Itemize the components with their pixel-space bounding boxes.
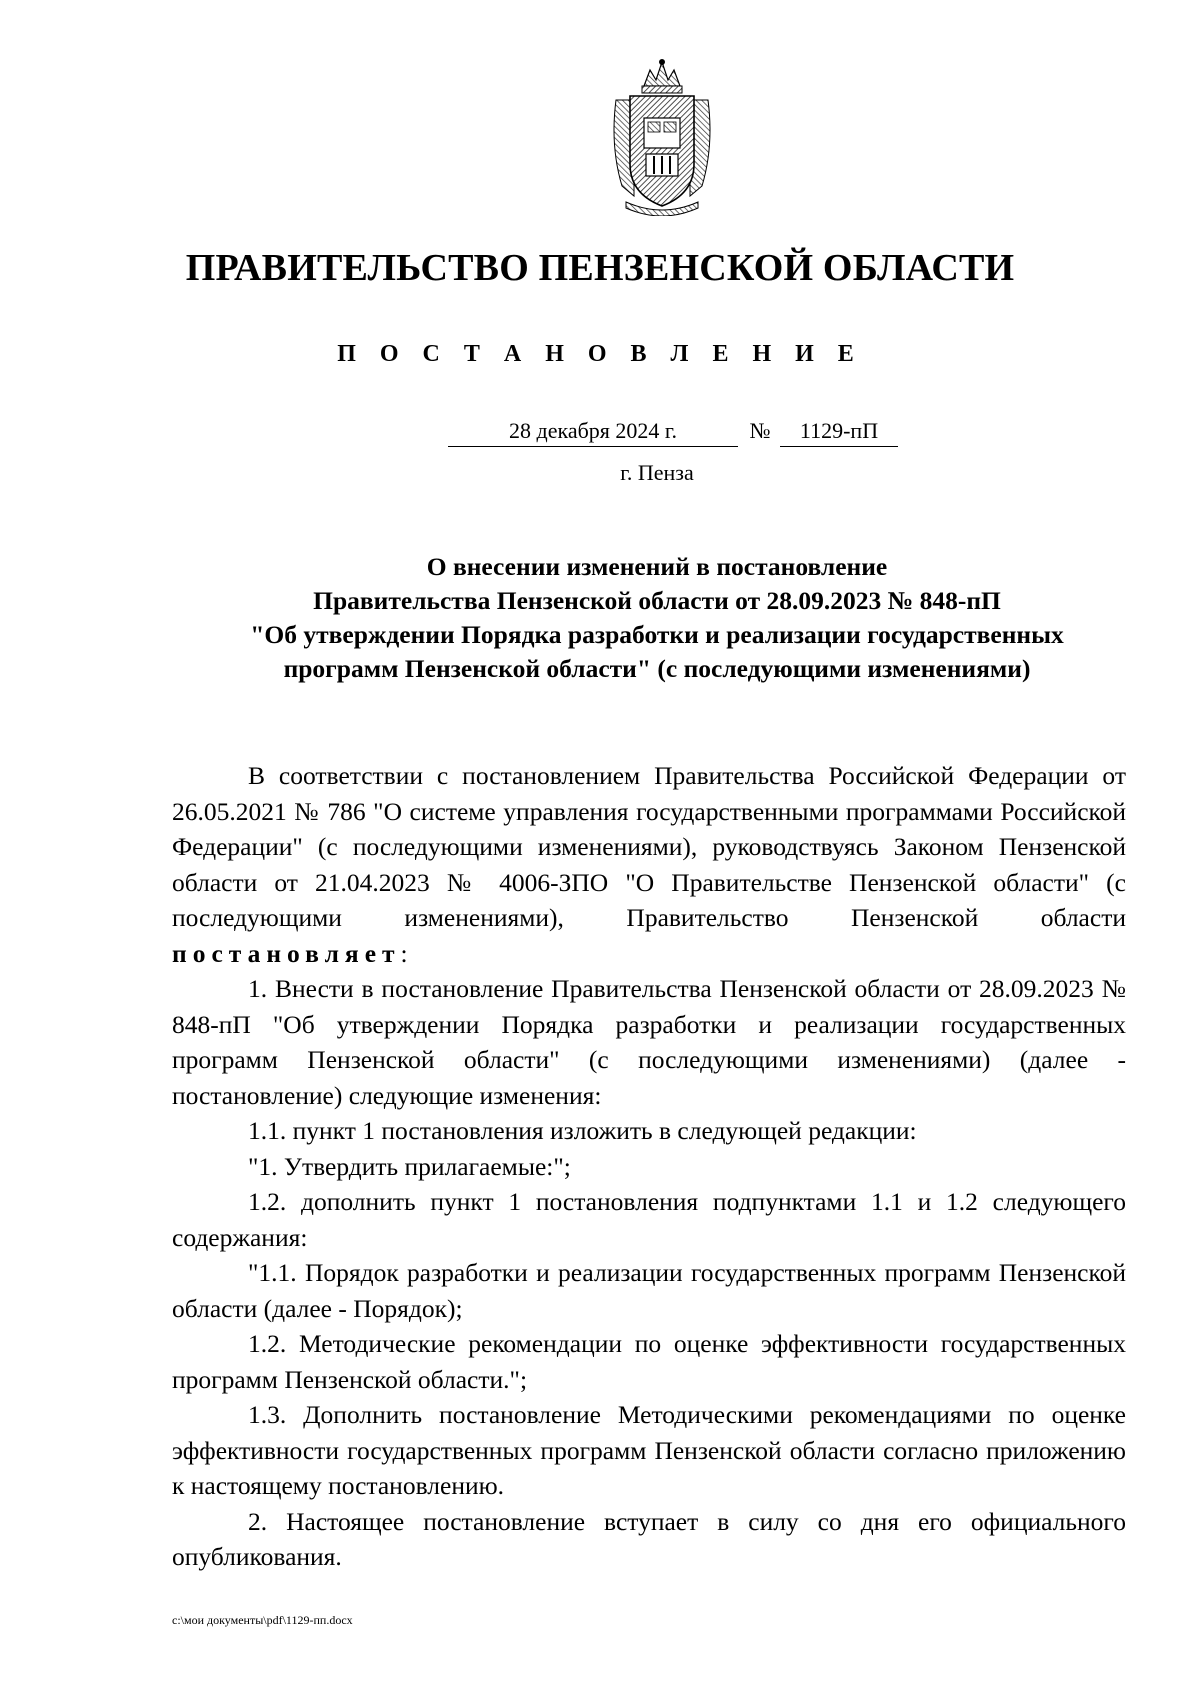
- subject-line: Правительства Пензенской области от 28.09.2023 № 848-пП: [313, 586, 1001, 615]
- document-number: 1129-пП: [780, 416, 898, 447]
- subject-line: "Об утверждении Порядка разработки и реализации государственных: [250, 620, 1064, 649]
- body-paragraph: 1. Внести в постановление Правительства Пензенской области от 28.09.2023 № 848-пП "Об утверждении Порядка разработки и реализации государственных программ Пензенской области" (с последующими изменениями) (далее - постановление) следующие изменения:: [172, 974, 1126, 1110]
- government-title: ПРАВИТЕЛЬСТВО ПЕНЗЕНСКОЙ ОБЛАСТИ: [185, 247, 1015, 289]
- document-subject: [0, 550, 1200, 686]
- document-body: [172, 758, 1126, 1575]
- subject-line: О внесении изменений в постановление: [426, 552, 888, 581]
- body-paragraph: 1.3. Дополнить постановление Методическими рекомендациями по оценке эффективности государственных программ Пензенской области согласно приложению к настоящему постановлению.: [172, 1400, 1126, 1500]
- subject-line: программ Пензенской области" (с последующими изменениями): [283, 654, 1031, 683]
- decree-colon: :: [400, 938, 408, 968]
- body-paragraph: 1.2. дополнить пункт 1 постановления подпунктами 1.1 и 1.2 следующего содержания:: [172, 1187, 1126, 1252]
- body-paragraph: 1.2. Методические рекомендации по оценке эффективности государственных программ Пензенской области.";: [172, 1329, 1126, 1394]
- body-paragraph: "1.1. Порядок разработки и реализации государственных программ Пензенской области (далее - Порядок);: [172, 1258, 1126, 1323]
- document-place: г. Пенза: [620, 460, 694, 485]
- decree-word: постановляет: [172, 938, 401, 968]
- document-type: П О С Т А Н О В Л Е Н И Е: [337, 341, 863, 367]
- preamble-text: В соответствии с постановлением Правительства Российской Федерации от 26.05.2021 № 786 "О системе управления государственными программами Российской Федерации" (с последующими изменениями), руководствуясь Законом Пензенской области от 21.04.2023 № 4006-ЗПО "О Правительстве Пензенской области" (с последующими изменениями), Правительство Пензенской области: [172, 761, 1126, 932]
- file-path-footer: c:\мои документы\pdf\1129-пп.docx: [172, 1613, 353, 1627]
- document-date: 28 декабря 2024 г.: [448, 416, 738, 447]
- body-paragraph: 2. Настоящее постановление вступает в силу со дня его официального опубликования.: [172, 1506, 1126, 1571]
- body-paragraph: "1. Утвердить прилагаемые:";: [248, 1151, 571, 1181]
- preamble-paragraph: [172, 758, 1126, 971]
- coat-of-arms-emblem-icon: [606, 56, 718, 216]
- number-sign: №: [749, 418, 771, 443]
- body-paragraph: 1.1. пункт 1 постановления изложить в следующей редакции:: [248, 1116, 917, 1145]
